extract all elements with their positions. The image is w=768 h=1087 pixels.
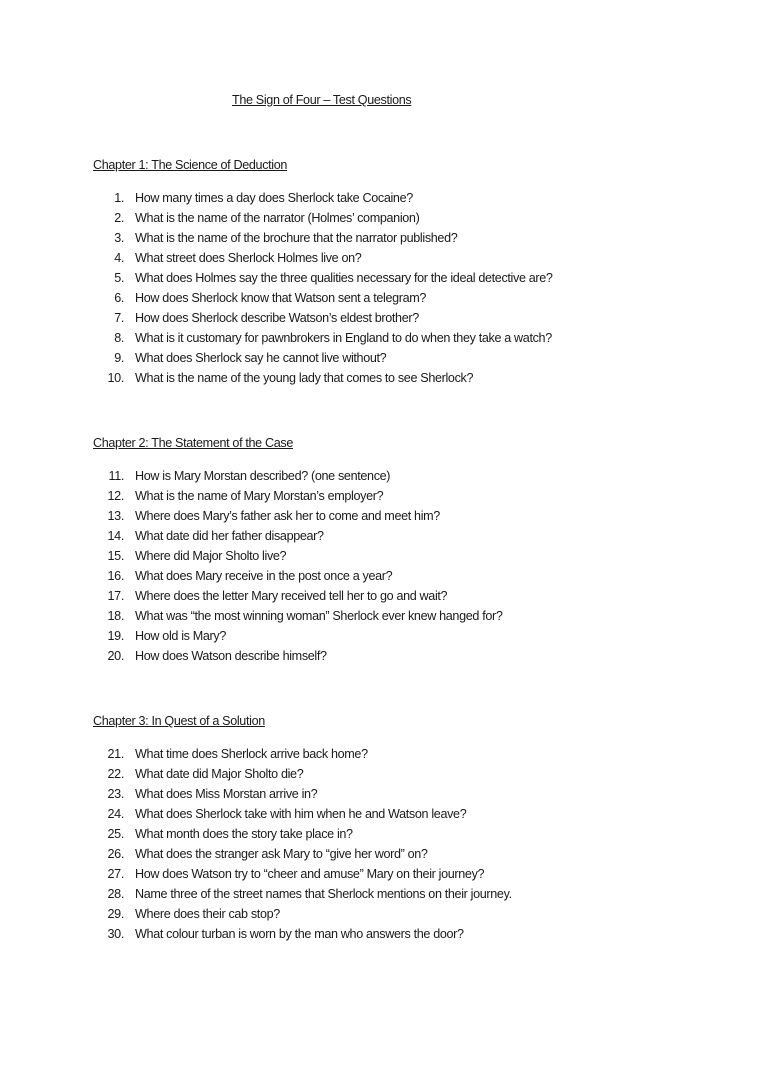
question-item (0, 649, 768, 669)
question-item (0, 569, 768, 589)
question-number: 27. (107, 867, 124, 882)
question-number: 22. (107, 767, 124, 782)
question-number: 24. (107, 807, 124, 822)
question-text: How does Sherlock know that Watson sent a telegram? (135, 291, 427, 306)
question-number: 29. (107, 907, 124, 922)
question-text: What is the name of Mary Morstan’s employer? (135, 489, 384, 504)
question-text: How many times a day does Sherlock take Cocaine? (135, 191, 413, 205)
question-text: How does Watson describe himself? (135, 649, 327, 664)
question-text: Where does the letter Mary received tell her to go and wait? (135, 589, 448, 604)
question-text: What time does Sherlock arrive back home? (135, 747, 368, 761)
chapter-3-question-list (0, 747, 768, 947)
question-text: What does the stranger ask Mary to “give her word” on? (135, 847, 428, 862)
question-text: How does Watson try to “cheer and amuse” Mary on their journey? (135, 867, 485, 882)
question-text: How is Mary Morstan described? (one sentence) (135, 469, 391, 483)
question-number: 19. (107, 629, 124, 644)
question-text: What does Sherlock take with him when he and Watson leave? (135, 807, 467, 822)
question-item (0, 529, 768, 549)
question-number: 7. (114, 311, 124, 326)
question-item (0, 231, 768, 251)
question-item (0, 927, 768, 947)
question-number: 10. (107, 371, 124, 386)
question-number: 6. (114, 291, 124, 306)
question-text: What was “the most winning woman” Sherlock ever knew hanged for? (135, 609, 503, 624)
question-text: What does Holmes say the three qualities necessary for the ideal detective are? (135, 271, 553, 286)
question-item (0, 509, 768, 529)
chapter-1-heading: Chapter 1: The Science of Deduction (93, 158, 288, 172)
question-text: What is the name of the brochure that the narrator published? (135, 231, 458, 246)
question-text: What date did Major Sholto die? (135, 767, 304, 782)
question-item (0, 291, 768, 311)
question-number: 13. (107, 509, 124, 524)
question-number: 14. (107, 529, 124, 544)
question-item (0, 211, 768, 231)
question-item (0, 549, 768, 569)
question-item (0, 609, 768, 629)
question-text: What month does the story take place in? (135, 827, 353, 842)
question-item (0, 191, 768, 211)
document-title: The Sign of Four – Test Questions (232, 93, 412, 107)
question-item (0, 251, 768, 271)
question-text: Where does Mary’s father ask her to come and meet him? (135, 509, 440, 524)
question-item (0, 351, 768, 371)
question-item (0, 747, 768, 767)
question-text: What does Sherlock say he cannot live without? (135, 351, 387, 366)
chapter-2-question-list (0, 469, 768, 669)
question-item (0, 589, 768, 609)
question-item (0, 371, 768, 391)
question-item (0, 767, 768, 787)
question-number: 17. (107, 589, 124, 604)
question-number: 25. (107, 827, 124, 842)
question-text: What colour turban is worn by the man who answers the door? (135, 927, 464, 942)
question-text: What date did her father disappear? (135, 529, 324, 544)
question-item (0, 787, 768, 807)
question-number: 12. (107, 489, 124, 504)
question-item (0, 807, 768, 827)
question-number: 18. (107, 609, 124, 624)
question-text: What street does Sherlock Holmes live on? (135, 251, 362, 266)
question-number: 4. (114, 251, 124, 266)
question-number: 30. (107, 927, 124, 942)
question-item (0, 847, 768, 867)
question-text: Name three of the street names that Sherlock mentions on their journey. (135, 887, 512, 902)
question-item (0, 629, 768, 649)
question-item (0, 489, 768, 509)
question-number: 20. (107, 649, 124, 664)
question-number: 26. (107, 847, 124, 862)
chapter-3-heading: Chapter 3: In Quest of a Solution (93, 714, 265, 728)
question-item (0, 887, 768, 907)
question-text: What is the name of the narrator (Holmes’ companion) (135, 211, 420, 226)
question-number: 15. (107, 549, 124, 564)
question-item (0, 331, 768, 351)
question-text: Where does their cab stop? (135, 907, 280, 922)
question-text: What is the name of the young lady that comes to see Sherlock? (135, 371, 474, 386)
question-text: How old is Mary? (135, 629, 226, 644)
question-item (0, 867, 768, 887)
question-text: What does Mary receive in the post once a year? (135, 569, 393, 584)
question-item (0, 311, 768, 331)
chapter-2-heading: Chapter 2: The Statement of the Case (93, 436, 293, 450)
question-number: 21. (107, 747, 124, 761)
question-item (0, 469, 768, 489)
question-item (0, 271, 768, 291)
question-number: 9. (114, 351, 124, 366)
question-text: What is it customary for pawnbrokers in England to do when they take a watch? (135, 331, 552, 346)
question-text: How does Sherlock describe Watson’s eldest brother? (135, 311, 419, 326)
question-number: 8. (114, 331, 124, 346)
question-number: 16. (107, 569, 124, 584)
question-text: Where did Major Sholto live? (135, 549, 287, 564)
question-number: 23. (107, 787, 124, 802)
question-number: 11. (108, 469, 124, 483)
question-number: 2. (114, 211, 124, 226)
question-number: 5. (114, 271, 124, 286)
question-item (0, 827, 768, 847)
chapter-1-question-list (0, 191, 768, 391)
question-text: What does Miss Morstan arrive in? (135, 787, 318, 802)
question-number: 3. (114, 231, 124, 246)
question-number: 1. (114, 191, 124, 205)
question-number: 28. (107, 887, 124, 902)
question-item (0, 907, 768, 927)
